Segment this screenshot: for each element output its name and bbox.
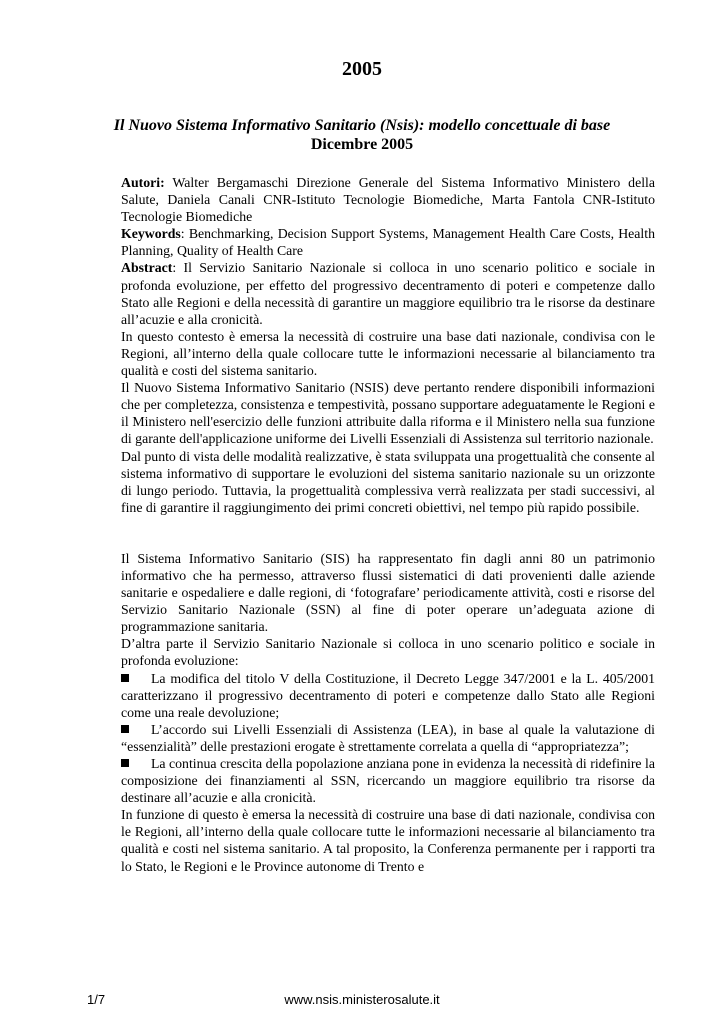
square-bullet-icon	[121, 759, 129, 767]
body-paragraph-2: D’altra parte il Servizio Sanitario Nazionale si colloca in uno scenario politico e sociale in profonda evoluzione:	[121, 636, 655, 669]
abstract-paragraph-1	[121, 259, 655, 327]
authors-paragraph	[121, 174, 655, 225]
list-item: La modifica del titolo V della Costituzione, il Decreto Legge 347/2001 e la L. 405/2001 caratterizzano il progressivo decentramento di poteri e competenze dallo Stato alle Regioni come una reale devoluzione;	[121, 670, 655, 720]
footer-url: www.nsis.ministerosalute.it	[284, 992, 440, 1007]
keywords-text: : Benchmarking, Decision Support Systems, Management Health Care Costs, Health Planning, Quality of Health Care	[121, 226, 655, 259]
keywords-paragraph	[121, 225, 655, 259]
page-footer	[0, 992, 724, 1012]
authors-text: Walter Bergamaschi Direzione Generale del Sistema Informativo Ministero della Salute, Daniela Canali CNR-Istituto Tecnologie Biomediche, Marta Fantola CNR-Istituto Tecnologie Biomediche	[121, 175, 655, 225]
square-bullet-icon	[121, 725, 129, 733]
abstract-text-1: : Il Servizio Sanitario Nazionale si colloca in uno scenario politico e sociale in profonda evoluzione, per effetto del progressivo decentramento di poteri e competenze dallo Stato alle Regioni e della necessità di garantire un maggiore equilibrio tra le risorse da destinare all’acuzie e alla cronicità.	[121, 260, 655, 327]
abstract-paragraph-2: In questo contesto è emersa la necessità di costruire una base dati nazionale, condivisa con le Regioni, all’interno della quale collocare tutte le informazioni necessarie al bilanciamento tra qualità e costi del sistema sanitario.	[121, 328, 655, 379]
authors-label: Autori:	[121, 175, 165, 190]
page-number: 1/7	[87, 992, 106, 1007]
keywords-label: Keywords	[121, 226, 181, 242]
abstract-paragraph-4: Dal punto di vista delle modalità realizzative, è stata sviluppata una progettualità che consente al sistema informativo di supportare le evoluzioni del sistema sanitario nazionale su un orizzonte di lungo periodo. Tuttavia, la progettualità complessiva verrà realizzata per stadi successivi, al fine di garantire il raggiungimento dei primi concreti obiettivi, nel tempo più rapido possibile.	[121, 448, 655, 515]
body-paragraph-1: Il Sistema Informativo Sanitario (SIS) ha rappresentato fin dagli anni 80 un patrimonio informativo che ha permesso, attraverso flussi sistematici di dati provenienti dalle aziende sanitarie e ospedaliere e dalle regioni, di ‘fotografare’ periodicamente attività, costi e risorse del Servizio Sanitario Nazionale (SSN) al fine di poter operare un’adeguata azione di programmazione sanitaria.	[121, 550, 655, 635]
document-title-block	[60, 116, 664, 154]
abstract-paragraph-3: Il Nuovo Sistema Informativo Sanitario (NSIS) deve pertanto rendere disponibili informazioni che per completezza, consistenza e tempestività, possano supportare adeguatamente le Regioni e il Ministero nell'esercizio delle funzioni attribuite dalla riforma e il Ministero nella sua funzione di garante dell'applicazione uniforme dei Livelli Essenziali di Assistenza sul territorio nazionale.	[121, 380, 655, 447]
document-date: Dicembre 2005	[310, 136, 414, 153]
list-item: L’accordo sui Livelli Essenziali di Assistenza (LEA), in base al quale la valutazione di “essenzialità” delle prestazioni erogate è strettamente correlata a quella di “appropriatezza”;	[121, 721, 655, 754]
square-bullet-icon	[121, 674, 129, 682]
document-body	[121, 174, 655, 875]
body-paragraph-3: In funzione di questo è emersa la necessità di costruire una base di dati nazionale, condivisa con le Regioni, all’interno della quale collocare tutte le informazioni necessarie al bilanciamento tra qualità e costi nel sistema sanitario. A tal proposito, la Conferenza permanente per i rapporti tra lo Stato, le Regioni e le Province autonome di Trento e	[121, 807, 655, 874]
abstract-label: Abstract	[121, 260, 173, 276]
list-item: La continua crescita della popolazione anziana pone in evidenza la necessità di ridefinire la composizione dei finanziamenti al SSN, ricercando un maggiore equilibrio tra risorse da destinare all’acuzie e alla cronicità.	[121, 756, 655, 806]
document-year: 2005	[342, 58, 382, 80]
document-title: Il Nuovo Sistema Informativo Sanitario (Nsis): modello concettuale di base	[113, 117, 611, 134]
